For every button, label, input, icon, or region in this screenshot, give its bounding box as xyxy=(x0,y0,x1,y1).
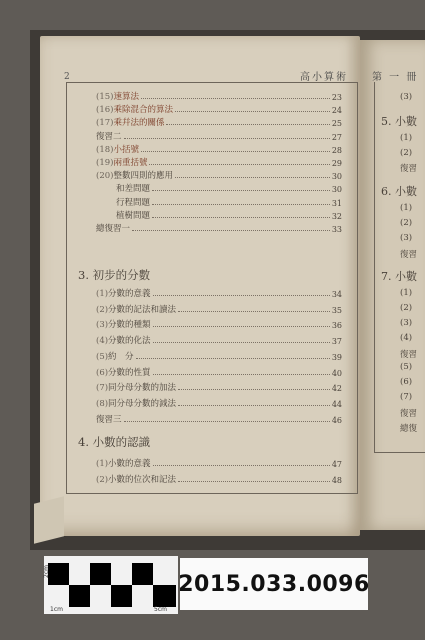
dot-leader xyxy=(153,374,330,375)
toc-entry-label: 和差問題 xyxy=(116,184,151,195)
toc-entry-label: 小數的意義 xyxy=(108,459,151,469)
right-toc-entry: (1) xyxy=(400,288,413,299)
toc-entry xyxy=(96,130,342,142)
toc-entry-page: 42 xyxy=(331,384,342,394)
toc-entry-page: 28 xyxy=(331,145,342,155)
toc-entry-number: (3) xyxy=(96,320,109,331)
dot-leader xyxy=(178,481,330,482)
toc-entry-label: 乘幷法的關係 xyxy=(113,118,165,129)
right-toc-entry: 復習 xyxy=(400,249,418,260)
right-toc-entry: 復習 xyxy=(400,164,418,175)
dot-leader xyxy=(178,389,330,390)
catalog-number-label: 2015.033.0096 xyxy=(180,558,368,610)
dot-leader xyxy=(175,111,330,112)
right-toc-entry: (1) xyxy=(400,203,413,214)
toc-entry-number: (7) xyxy=(96,383,109,394)
toc-entry-label: 分數的記法和讀法 xyxy=(108,304,177,315)
toc-entry xyxy=(96,169,342,181)
toc-entry-page: 30 xyxy=(331,185,342,195)
toc-entry-label: 分數的性質 xyxy=(108,367,151,378)
toc-entry-number: (6) xyxy=(96,367,109,378)
toc-entry-number: (5) xyxy=(96,351,109,362)
toc-entry-number: (15) xyxy=(96,92,114,102)
toc-entry xyxy=(96,413,342,425)
chapter-3-title: 3. 初步的分數 xyxy=(78,268,151,282)
toc-entry-label: 乘除混合的算法 xyxy=(113,105,173,116)
right-toc-entry: (2) xyxy=(400,147,413,158)
toc-entry-label: 約 分 xyxy=(108,351,134,362)
toc-entry xyxy=(116,196,342,208)
right-running-title: 第 一 冊 xyxy=(372,72,419,83)
right-toc-entry: (3) xyxy=(400,232,413,243)
toc-entry-label: 總復習一 xyxy=(96,224,131,234)
right-toc-entry: (6) xyxy=(400,377,413,388)
toc-entry-label: 植樹問題 xyxy=(116,210,151,221)
dot-leader xyxy=(178,405,330,406)
toc-entry-label: 復習三 xyxy=(96,414,122,425)
toc-entry-number: (20) xyxy=(96,171,114,182)
toc-entry-page: 46 xyxy=(331,415,342,425)
toc-entry xyxy=(96,366,342,378)
dot-leader xyxy=(152,217,330,218)
toc-entry-label: 整數四則的應用 xyxy=(113,171,173,182)
running-title: 高小算術 xyxy=(300,72,348,83)
right-toc-entry: (3) xyxy=(400,92,413,102)
toc-entry-number: (16) xyxy=(96,105,114,116)
toc-entry-label: 分數的化法 xyxy=(108,336,151,347)
toc-entry-page: 27 xyxy=(331,132,342,142)
dot-leader xyxy=(124,421,330,422)
right-toc-entry: (2) xyxy=(400,303,413,314)
toc-entry-page: 24 xyxy=(331,106,342,116)
toc-entry xyxy=(96,397,342,409)
toc-entry xyxy=(96,156,342,168)
toc-entry-label: 兩重括號 xyxy=(113,158,148,168)
right-toc-entry: (1) xyxy=(400,132,413,143)
page-number: 2 xyxy=(64,72,70,82)
right-toc-entry: (3) xyxy=(400,318,413,328)
toc-entry-number: (4) xyxy=(96,336,109,347)
dot-leader xyxy=(153,326,330,327)
toc-entry-label: 同分母分數的減法 xyxy=(108,398,177,409)
toc-entry xyxy=(96,287,342,299)
right-toc-entry: (4) xyxy=(400,332,413,343)
toc-entry-page: 44 xyxy=(331,399,342,409)
toc-entry-label: 分數的意義 xyxy=(108,289,151,299)
right-chapter-title: 5. 小數 xyxy=(381,114,417,128)
right-chapter-title: 7. 小數 xyxy=(381,270,417,284)
toc-entry-number: (2) xyxy=(96,475,109,485)
toc-entry-label: 小括號 xyxy=(113,144,139,155)
toc-entry-number: (2) xyxy=(96,304,109,315)
toc-entry-label: 行程問題 xyxy=(116,197,151,208)
right-toc-entry: 復習 xyxy=(400,349,418,360)
right-toc-entry: (7) xyxy=(400,392,413,402)
toc-entry xyxy=(96,457,342,469)
toc-entry-page: 37 xyxy=(331,337,342,347)
toc-entry-page: 33 xyxy=(331,225,342,234)
dot-leader xyxy=(152,204,330,205)
toc-entry-page: 23 xyxy=(331,93,342,102)
right-toc-entry: 總復 xyxy=(400,423,418,434)
toc-entry xyxy=(96,350,342,362)
dot-leader xyxy=(141,151,330,152)
scale-label-5cm: 5cm xyxy=(154,606,167,613)
toc-entry-page: 39 xyxy=(331,352,342,362)
toc-entry-number: (8) xyxy=(96,398,109,409)
toc-entry-page: 40 xyxy=(331,368,342,378)
dot-leader xyxy=(141,98,330,99)
toc-entry-page: 34 xyxy=(331,290,342,299)
torn-page-corner xyxy=(34,496,64,543)
dot-leader xyxy=(153,342,330,343)
toc-entry-page: 36 xyxy=(331,321,342,331)
toc-entry-number: (17) xyxy=(96,118,114,129)
dot-leader xyxy=(178,311,330,312)
toc-entry-page: 30 xyxy=(331,172,342,182)
toc-entry-page: 48 xyxy=(331,476,342,485)
toc-entry xyxy=(116,182,342,194)
toc-entry-label: 速算法 xyxy=(113,92,139,102)
toc-entry xyxy=(96,473,342,485)
toc-entry-label: 復習二 xyxy=(96,131,122,142)
toc-entry xyxy=(116,209,342,221)
dot-leader xyxy=(132,230,330,231)
scale-label-1cm: 1cm xyxy=(50,606,63,613)
toc-entry xyxy=(96,103,342,115)
toc-entry-page: 25 xyxy=(331,119,342,129)
toc-entry xyxy=(96,116,342,128)
toc-entry-label: 同分母分數的加法 xyxy=(108,383,177,394)
toc-entry xyxy=(96,381,342,393)
right-toc-entry: (2) xyxy=(400,218,413,228)
toc-entry xyxy=(96,222,342,234)
dot-leader xyxy=(149,164,329,165)
toc-entry-page: 47 xyxy=(331,460,342,469)
dot-leader xyxy=(152,190,330,191)
toc-entry xyxy=(96,318,342,330)
toc-entry-page: 31 xyxy=(331,198,342,208)
toc-entry xyxy=(96,303,342,315)
dot-leader xyxy=(153,295,330,296)
dot-leader xyxy=(175,177,330,178)
right-toc-entry: (5) xyxy=(400,362,413,373)
toc-entry-number: (18) xyxy=(96,144,114,155)
toc-entry-page: 32 xyxy=(331,211,342,221)
right-chapter-title: 6. 小數 xyxy=(381,185,417,199)
toc-entry-page: 29 xyxy=(331,159,342,168)
toc-entry-label: 小數的位次和記法 xyxy=(108,475,177,485)
toc-entry-label: 分數的種類 xyxy=(108,320,151,331)
toc-entry xyxy=(96,143,342,155)
chapter-4-title: 4. 小數的認識 xyxy=(78,435,151,449)
toc-entry-page: 35 xyxy=(331,305,342,315)
dot-leader xyxy=(124,138,330,139)
toc-entry xyxy=(96,334,342,346)
toc-entry-number: (1) xyxy=(96,289,109,299)
toc-entry-number: (19) xyxy=(96,158,114,168)
dot-leader xyxy=(136,358,330,359)
checker-scale-bar xyxy=(48,563,176,607)
toc-entry xyxy=(96,90,342,102)
dot-leader xyxy=(166,124,329,125)
dot-leader xyxy=(153,465,330,466)
toc-entry-number: (1) xyxy=(96,459,109,469)
right-toc-entry: 復習 xyxy=(400,408,418,419)
scale-side-label: 2cm xyxy=(42,565,50,578)
